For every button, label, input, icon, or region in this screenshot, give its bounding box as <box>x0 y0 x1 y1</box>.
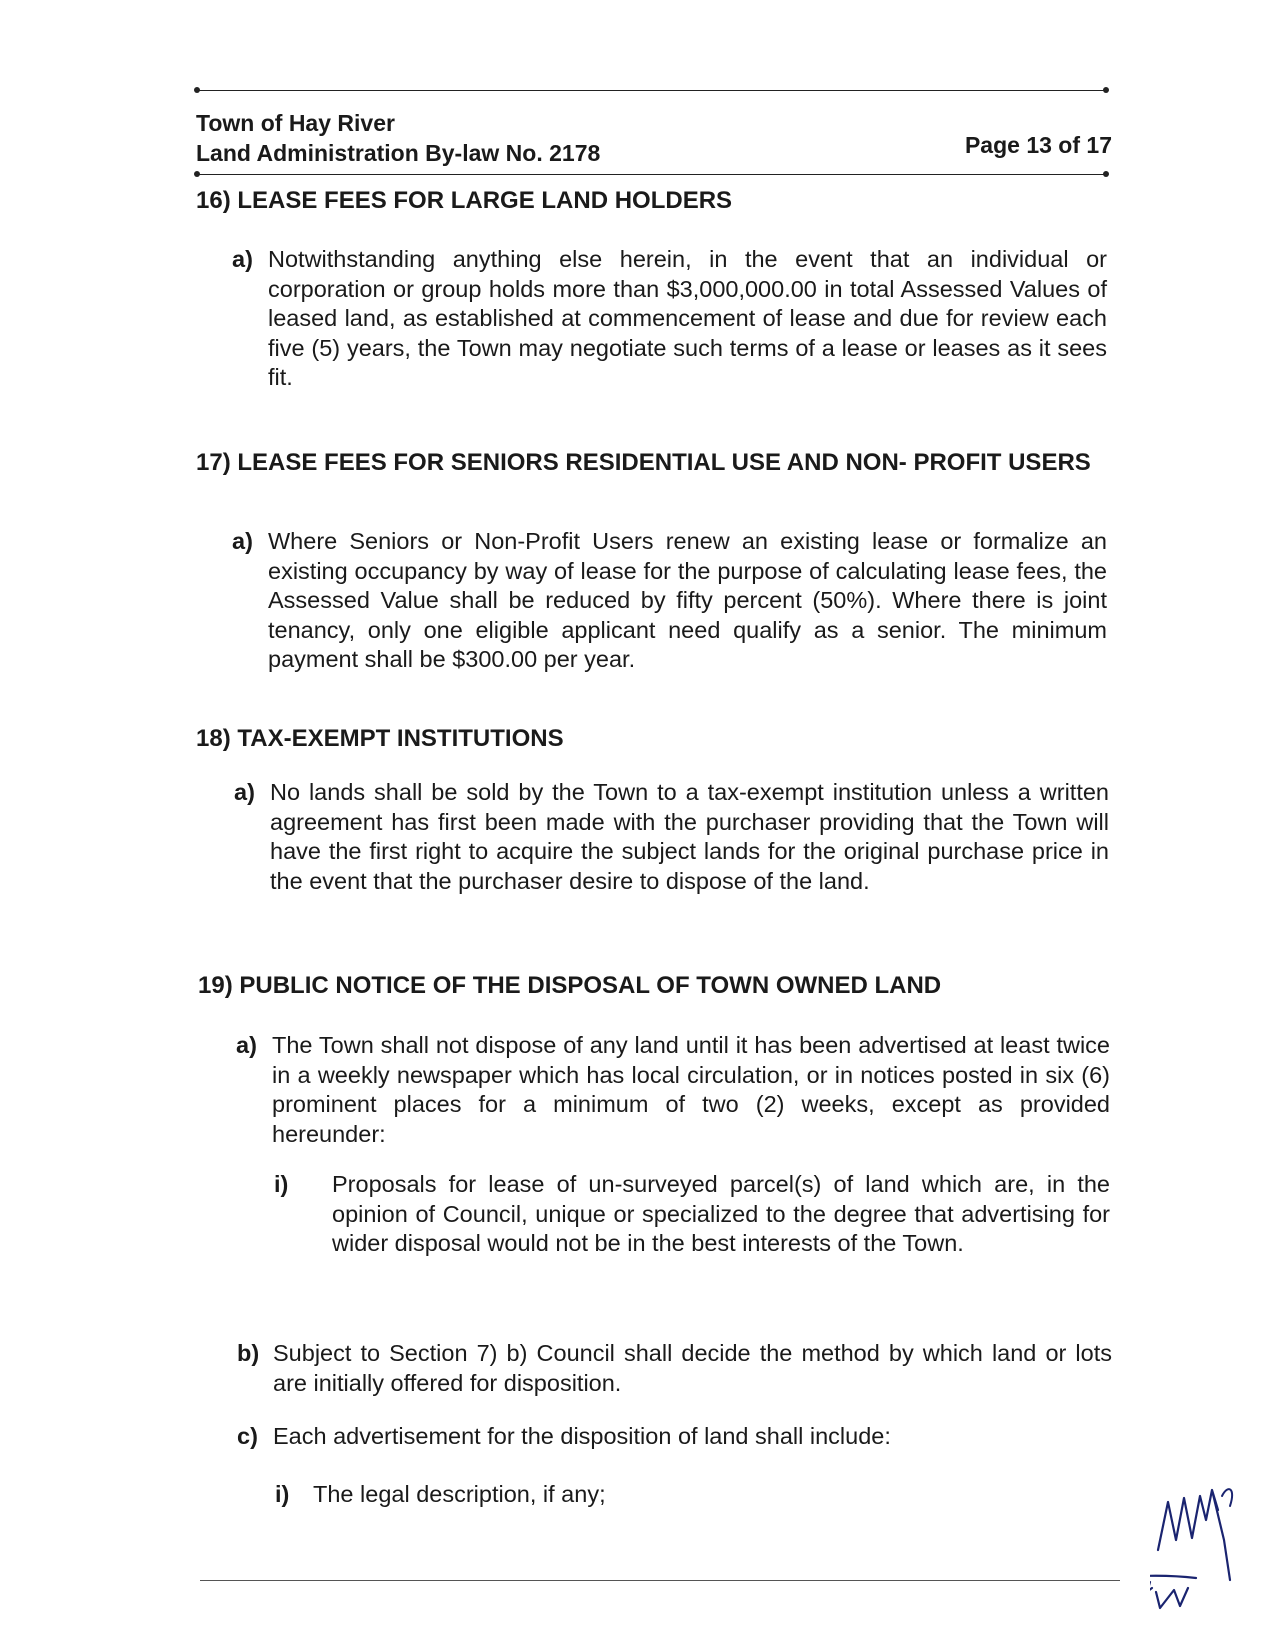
section-heading-19 <box>198 970 1098 1001</box>
clause-19c <box>237 1422 1112 1452</box>
section-number: 16) <box>196 187 231 214</box>
clause-label: a) <box>236 1032 257 1058</box>
clause-text: The Town shall not dispose of any land until it has been advertised at least twice in a weekly newspaper which has local circulation, or in notices posted in six (6) prominent places for a minimum of two (2) weeks, except as provided hereunder: <box>272 1032 1110 1147</box>
clause-label: a) <box>232 246 253 272</box>
clause-16a <box>232 245 1107 393</box>
section-number: 18) <box>196 725 231 752</box>
clause-text: Notwithstanding anything else herein, in the event that an individual or corporation or group holds more than $3,000,000.00 in total Assessed Values of leased land, as established at commencement of lease and due for review each five (5) years, the Town may negotiate such terms of a lease or leases as it sees fit. <box>268 246 1107 390</box>
rule-end-dot <box>194 87 200 93</box>
clause-19c-i <box>275 1480 1110 1510</box>
clause-label: a) <box>232 528 253 554</box>
rule-end-dot <box>1103 87 1109 93</box>
page-number: Page 13 of 17 <box>964 132 1112 158</box>
section-title: TAX-EXEMPT INSTITUTIONS <box>237 725 564 752</box>
section-title: LEASE FEES FOR LARGE LAND HOLDERS <box>237 187 733 214</box>
header-top-rule <box>196 90 1107 91</box>
section-number: 17) <box>196 449 231 476</box>
header-bylaw: Land Administration By-law No. 2178 <box>196 140 601 166</box>
clause-19b <box>237 1339 1112 1398</box>
clause-label: c) <box>237 1423 258 1449</box>
rule-end-dot <box>194 171 200 177</box>
header-bottom-rule <box>196 174 1107 175</box>
clause-text: Proposals for lease of un-surveyed parcel(s) of land which are, in the opinion of Council, unique or specialized to the degree that advertising for wider disposal would not be in the best interests of the Town. <box>332 1171 1110 1256</box>
header-org: Town of Hay River <box>196 110 395 136</box>
clause-19a-i <box>274 1170 1110 1259</box>
clause-text: The legal description, if any; <box>313 1481 606 1507</box>
clause-text: Where Seniors or Non-Profit Users renew an existing lease or formalize an existing occupancy by way of lease for the purpose of calculating lease fees, the Assessed Value shall be reduced by fifty percent (50%). Where there is joint tenancy, only one eligible applicant need qualify as a senior. The minimum payment shall be $300.00 per year. <box>268 528 1107 672</box>
clause-text: No lands shall be sold by the Town to a tax-exempt institution unless a written agreement has first been made with the purchaser providing that the Town will have the first right to acquire the subject lands for the original purchase price in the event that the purchaser desire to dispose of the land. <box>270 779 1109 894</box>
section-heading-17 <box>196 447 1102 478</box>
clause-label: i) <box>274 1171 289 1197</box>
section-title: PUBLIC NOTICE OF THE DISPOSAL OF TOWN OWNED LAND <box>239 972 942 999</box>
clause-label: i) <box>275 1481 290 1507</box>
document-header <box>196 108 600 168</box>
clause-text: Subject to Section 7) b) Council shall decide the method by which land or lots are initially offered for disposition. <box>273 1340 1112 1396</box>
rule-end-dot <box>1103 171 1109 177</box>
clause-17a <box>232 527 1107 675</box>
clause-text: Each advertisement for the disposition of land shall include: <box>273 1423 891 1449</box>
clause-label: b) <box>237 1340 260 1366</box>
clause-19a <box>236 1031 1110 1149</box>
clause-18a <box>234 778 1109 896</box>
initials-signature <box>1150 1480 1260 1620</box>
section-heading-18 <box>196 723 1096 754</box>
section-number: 19) <box>198 972 233 999</box>
footer-rule <box>200 1580 1120 1581</box>
section-heading-16 <box>196 185 1096 216</box>
section-title: LEASE FEES FOR SENIORS RESIDENTIAL USE AND NON- PROFIT USERS <box>237 449 1091 476</box>
clause-label: a) <box>234 779 255 805</box>
